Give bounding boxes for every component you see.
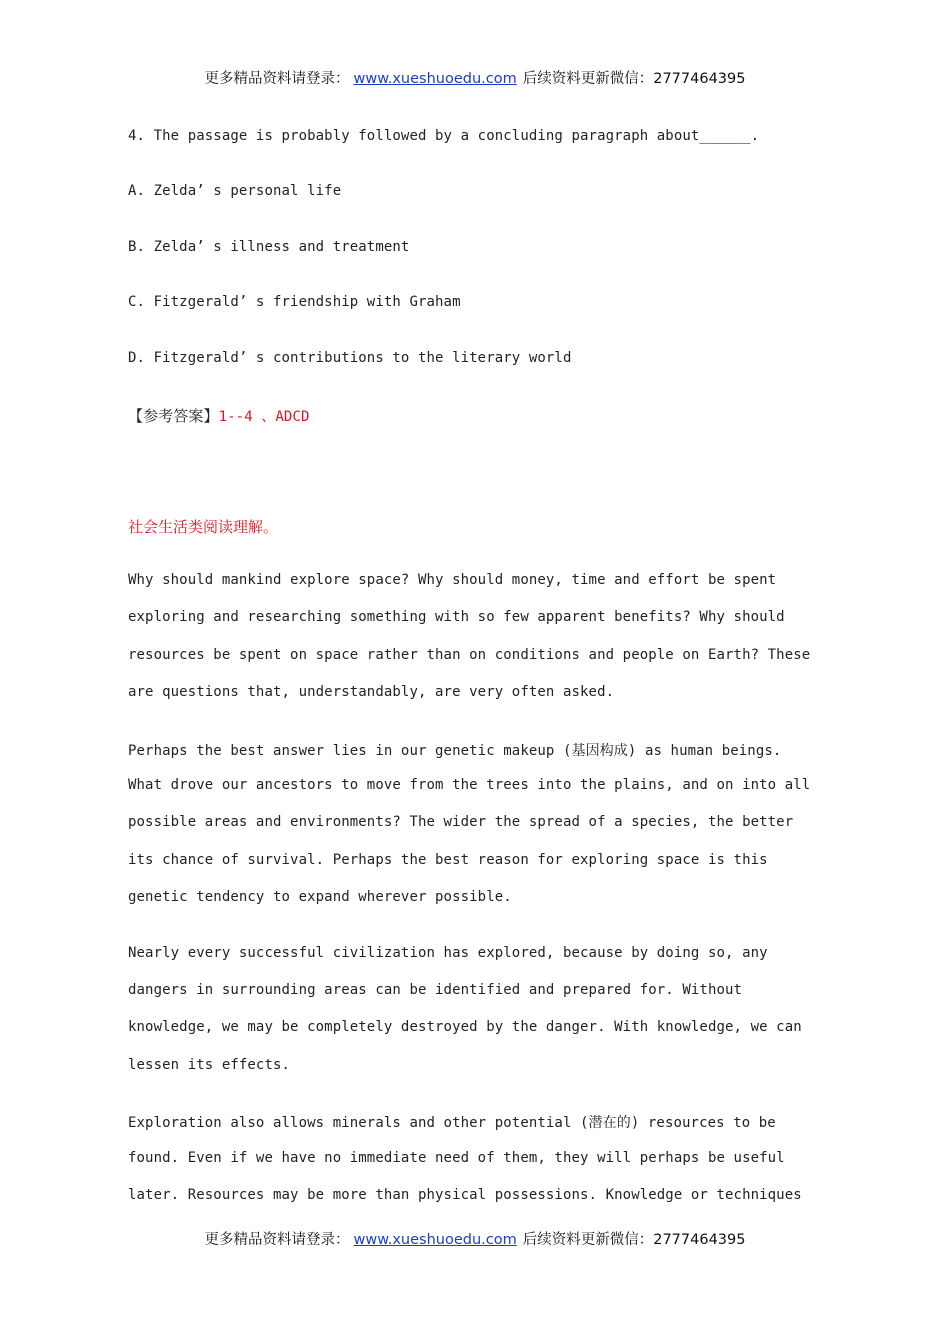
passage-line: Perhaps the best answer lies in our genetic makeup (基因构成) as human beings. — [128, 743, 782, 759]
option-d: D. Fitzgerald’ s contributions to the literary world — [128, 350, 572, 366]
passage-line: Nearly every successful civilization has explored, because by doing so, any — [128, 945, 768, 961]
footer-website-link[interactable]: www.xueshuoedu.com — [353, 1232, 517, 1248]
passage-line: What drove our ancestors to move from the trees into the plains, and on into all — [128, 777, 811, 793]
option-a: A. Zelda’ s personal life — [128, 183, 342, 199]
passage-line: lessen its effects. — [128, 1057, 291, 1073]
footer-wechat-text: 后续资料更新微信：2777464395 — [522, 1232, 746, 1248]
passage-line: are questions that, understandably, are very often asked. — [128, 684, 615, 700]
passage-line: later. Resources may be more than physical possessions. Knowledge or techniques — [128, 1187, 802, 1203]
header-wechat-text: 后续资料更新微信：2777464395 — [522, 71, 746, 87]
passage-line: resources be spent on space rather than on conditions and people on Earth? These — [128, 647, 811, 663]
header-banner — [0, 67, 950, 88]
option-b: B. Zelda’ s illness and treatment — [128, 239, 410, 255]
question-stem: 4. The passage is probably followed by a concluding paragraph about______. — [128, 128, 760, 144]
answer-line — [128, 405, 309, 426]
header-prefix: 更多精品资料请登录： — [204, 71, 350, 87]
passage-line: exploring and researching something with so few apparent benefits? Why should — [128, 609, 785, 625]
passage-line: Why should mankind explore space? Why should money, time and effort be spent — [128, 572, 777, 588]
passage-line: knowledge, we may be completely destroyed by the danger. With knowledge, we can — [128, 1019, 802, 1035]
footer-banner — [0, 1228, 950, 1249]
passage-line: possible areas and environments? The wider the spread of a species, the better — [128, 814, 794, 830]
passage-line: its chance of survival. Perhaps the best reason for exploring space is this — [128, 852, 768, 868]
option-c: C. Fitzgerald’ s friendship with Graham — [128, 294, 461, 310]
passage-line: genetic tendency to expand wherever possible. — [128, 889, 512, 905]
footer-prefix: 更多精品资料请登录： — [204, 1232, 350, 1248]
passage-line: Exploration also allows minerals and other potential (潜在的) resources to be — [128, 1115, 776, 1131]
passage-line: found. Even if we have no immediate need of them, they will perhaps be useful — [128, 1150, 785, 1166]
section-title: 社会生活类阅读理解。 — [128, 518, 279, 536]
passage-line: dangers in surrounding areas can be identified and prepared for. Without — [128, 982, 743, 998]
answer-value: 1--4 、ADCD — [218, 409, 310, 425]
header-website-link[interactable]: www.xueshuoedu.com — [353, 71, 517, 87]
answer-label: 【参考答案】 — [128, 407, 219, 425]
